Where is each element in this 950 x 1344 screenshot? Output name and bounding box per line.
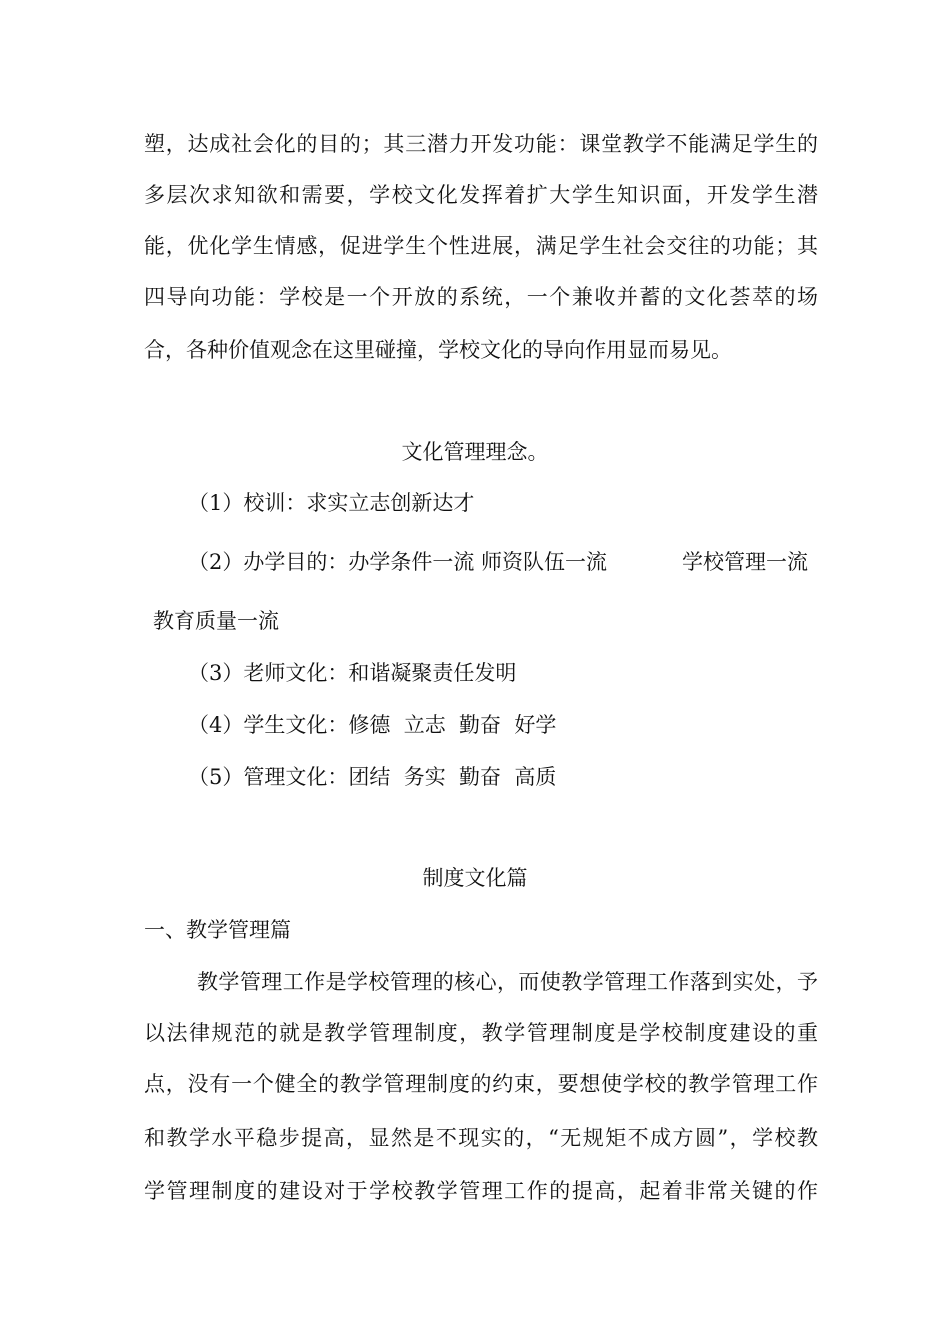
list-item: （2）办学目的：办学条件一流 师资队伍一流 — [188, 550, 608, 574]
section-heading: 制度文化篇 — [422, 866, 528, 890]
paragraph-line: 多层次求知欲和需要，学校文化发挥着扩大学生知识面，开发学生潜 — [144, 183, 818, 207]
list-item: （1）校训：求实立志创新达才 — [188, 491, 475, 515]
list-item-continued: 学校管理一流 — [682, 550, 808, 574]
list-item: （3）老师文化：和谐凝聚责任发明 — [188, 661, 517, 685]
paragraph-line: 和教学水平稳步提高，显然是不现实的，“无规矩不成方圆”，学校教 — [144, 1126, 818, 1150]
list-item-continued: 教育质量一流 — [153, 609, 279, 633]
paragraph-line: 教学管理工作是学校管理的核心，而使教学管理工作落到实处，予 — [197, 970, 818, 994]
paragraph-line: 点，没有一个健全的教学管理制度的约束，要想使学校的教学管理工作 — [144, 1072, 818, 1096]
list-item: （5）管理文化：团结 务实 勤奋 高质 — [188, 765, 557, 789]
paragraph-line: 学管理制度的建设对于学校教学管理工作的提高，起着非常关键的作 — [144, 1179, 818, 1203]
subsection-heading: 一、教学管理篇 — [144, 918, 291, 942]
paragraph-line: 以法律规范的就是教学管理制度，教学管理制度是学校制度建设的重 — [144, 1021, 818, 1045]
section-heading: 文化管理理念。 — [401, 440, 549, 464]
paragraph-line: 塑，达成社会化的目的；其三潜力开发功能：课堂教学不能满足学生的 — [144, 132, 818, 156]
paragraph-line: 能，优化学生情感，促进学生个性进展，满足学生社会交往的功能；其 — [144, 234, 818, 258]
paragraph-line: 四导向功能：学校是一个开放的系统，一个兼收并蓄的文化荟萃的场 — [144, 285, 818, 309]
list-item: （4）学生文化：修德 立志 勤奋 好学 — [188, 713, 557, 737]
paragraph-line: 合，各种价值观念在这里碰撞，学校文化的导向作用显而易见。 — [144, 338, 732, 362]
